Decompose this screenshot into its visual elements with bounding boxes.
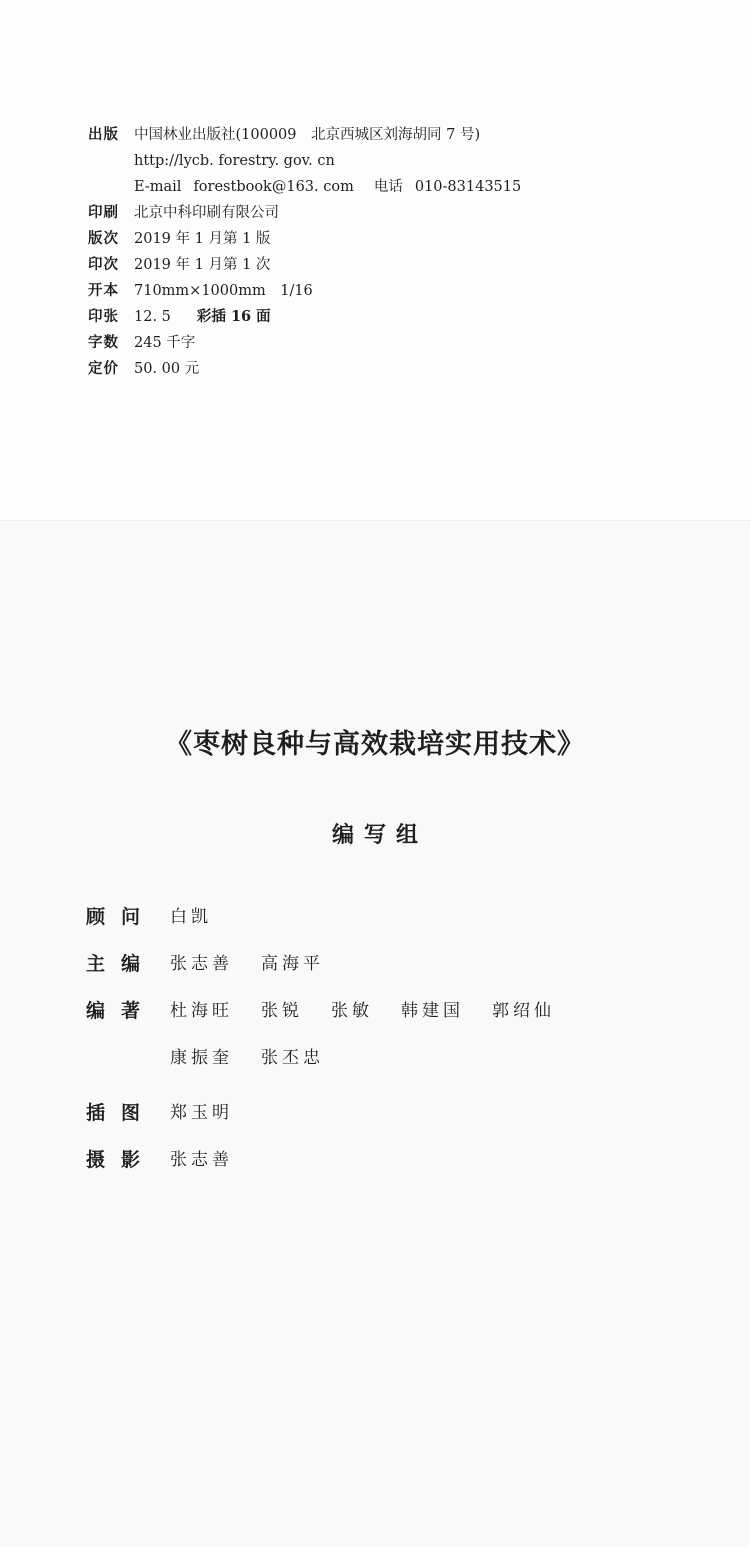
phone-label: 电话 [373, 179, 403, 195]
website-value: http://lycb. forestry. gov. cn [134, 153, 335, 169]
color-plates-value: 彩插 16 面 [196, 308, 271, 325]
edition-row [88, 226, 521, 252]
price-row [88, 356, 521, 382]
impression-value: 2019 年 1 月第 1 次 [134, 257, 271, 273]
website-row [88, 148, 521, 174]
credit-authors-continued [86, 1043, 583, 1098]
credit-role: 摄影 [86, 1149, 157, 1171]
credit-role: 插图 [86, 1102, 157, 1124]
price-label: 定价 [88, 361, 119, 377]
credit-name: 白凯 [170, 907, 212, 927]
impression-row [88, 252, 521, 278]
price-value: 50. 00 元 [134, 361, 200, 377]
credit-name: 郭绍仙 [492, 1001, 555, 1021]
impression-label: 印次 [88, 257, 119, 273]
words-label: 字数 [88, 335, 119, 351]
format-label: 开本 [88, 283, 119, 299]
credit-name: 张志善 [170, 954, 233, 974]
book-title: 《枣树良种与高效栽培实用技术》 [165, 729, 585, 760]
edition-label: 版次 [88, 231, 119, 247]
publisher-row [88, 122, 521, 148]
credit-name: 韩建国 [401, 1001, 464, 1021]
credit-name: 康振奎 [170, 1048, 233, 1068]
credit-name: 杜海旺 [170, 1001, 233, 1021]
publisher-label: 出版 [88, 127, 119, 143]
credit-advisor [86, 902, 583, 949]
words-value: 245 千字 [134, 335, 196, 351]
printer-value: 北京中科印刷有限公司 [134, 205, 279, 221]
words-row [88, 330, 521, 356]
credit-name: 张志善 [170, 1150, 233, 1170]
printer-row [88, 200, 521, 226]
credit-role: 顾问 [86, 906, 157, 928]
credit-name: 张丕忠 [261, 1048, 324, 1068]
credit-name: 郑玉明 [170, 1103, 233, 1123]
email-label: E-mail [134, 179, 182, 195]
printer-label: 印刷 [88, 205, 119, 221]
credit-role: 编著 [86, 1000, 157, 1022]
contact-row [88, 174, 521, 200]
edition-value: 2019 年 1 月第 1 版 [134, 231, 271, 247]
credit-name: 张敏 [331, 1001, 373, 1021]
credit-role: 主编 [86, 953, 157, 975]
phone-value: 010-83143515 [414, 179, 522, 195]
sheets-row [88, 304, 521, 330]
colophon-block [88, 122, 521, 382]
editorial-group-title: 编写组 [331, 822, 428, 848]
credit-name: 张锐 [261, 1001, 303, 1021]
credits-list [86, 902, 583, 1192]
publisher-value: 中国林业出版社(100009 北京西城区刘海胡同 7 号) [134, 127, 481, 143]
format-row [88, 278, 521, 304]
credit-chief-editor [86, 949, 583, 996]
credit-name: 高海平 [261, 954, 324, 974]
email-value: forestbook@163. com [193, 179, 354, 195]
credit-authors [86, 996, 583, 1043]
credit-illustrator [86, 1098, 583, 1145]
credit-photographer [86, 1145, 583, 1192]
sheets-label: 印张 [88, 309, 119, 325]
sheets-value: 12. 5 [134, 309, 171, 325]
format-value: 710mm×1000mm 1/16 [134, 283, 313, 299]
